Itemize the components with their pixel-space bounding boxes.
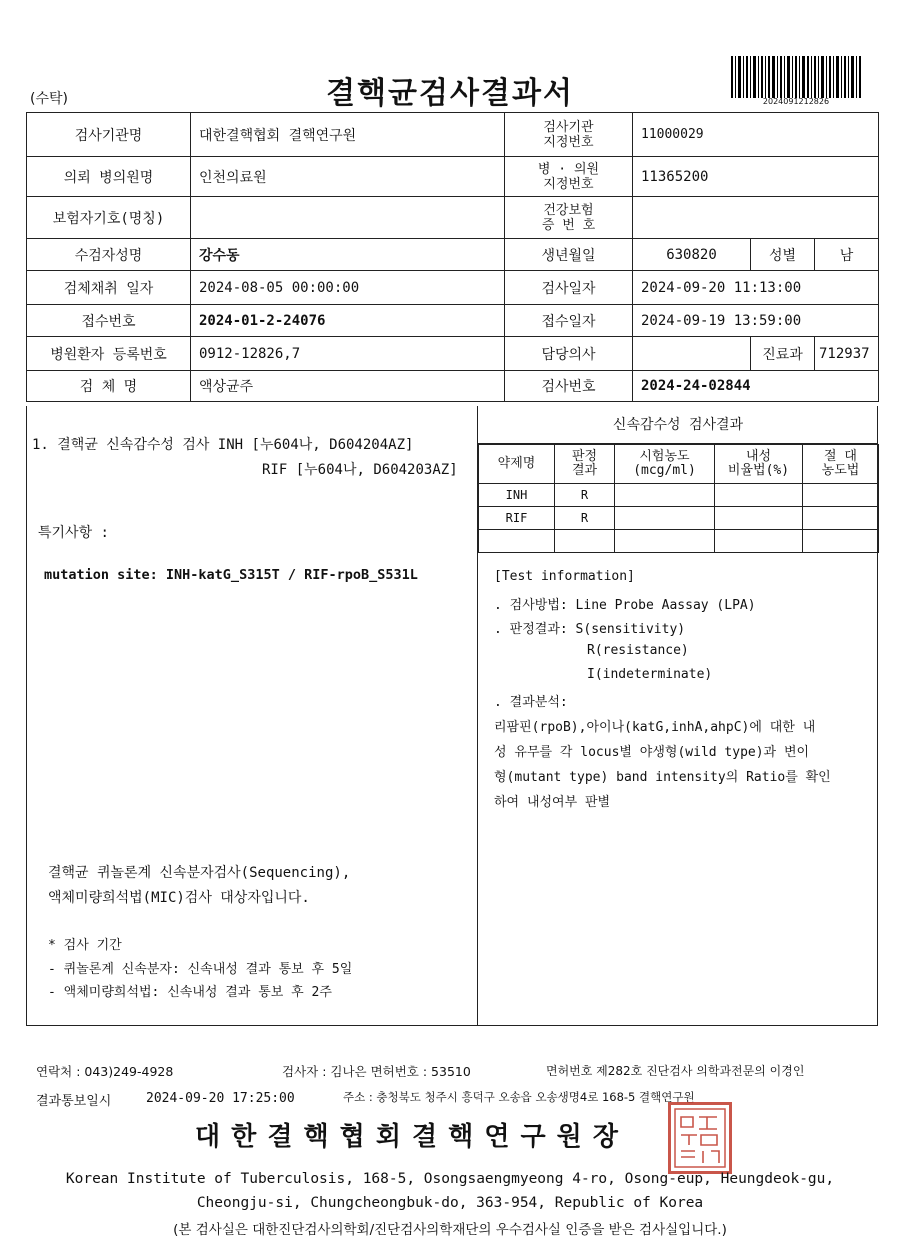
registration-no: 0912-12826,7 [191, 337, 505, 371]
col-concentration: 시험농도 (mcg/ml) [615, 445, 715, 484]
col-absolute: 절 대 농도법 [803, 445, 879, 484]
analysis-line-2: 성 유무를 각 locus별 야생형(wild type)과 변이 [494, 745, 810, 760]
dob-label: 생년월일 [505, 239, 633, 271]
certification-note: (본 검사실은 대한진단검사의학회/진단검사의학재단의 우수검사실 인증을 받은 검사실입니다.) [173, 1222, 727, 1238]
hospital-id-label: 병 · 의원 지정번호 [505, 157, 633, 197]
document-title: 결핵균검사결과서 [326, 76, 574, 111]
test-info-method: . 검사방법: Line Probe Aassay (LPA) [494, 598, 756, 613]
test-date-label: 검사일자 [505, 271, 633, 305]
hospital-label: 의뢰 병의원명 [27, 157, 191, 197]
address-kr: 주소 : 충청북도 청주시 흥덕구 오송읍 오송생명4로 168-5 결핵연구원 [343, 1090, 695, 1104]
official-seal [668, 1102, 732, 1174]
barcode-number: 2024091212826 [762, 97, 830, 106]
period-line-2: - 액체미량희석법: 신속내성 결과 통보 후 2주 [48, 985, 332, 1000]
hospital-name: 인천의료원 [191, 157, 505, 197]
note-line-2: 액체미량희석법(MIC)검사 대상자입니다. [48, 890, 310, 906]
address-en-line-1: Korean Institute of Tuberculosis, 168-5, Osongsaengmyeong 4-ro, Osong-eup, Heungdeok-gu, [65, 1171, 835, 1187]
sex-value: 남 [815, 239, 879, 271]
drug-cell: INH [479, 484, 555, 507]
test-line-1: 1. 결핵균 신속감수성 검사 INH [누604나, D604204AZ] [32, 437, 414, 453]
insurance-label: 보험자기호(명칭) [27, 197, 191, 239]
proportion-cell [715, 484, 803, 507]
results-title: 신속감수성 검사결과 [478, 406, 878, 444]
drug-cell: RIF [479, 507, 555, 530]
health-card-value [633, 197, 879, 239]
proportion-cell [715, 507, 803, 530]
test-date: 2024-09-20 11:13:00 [633, 271, 879, 305]
col-judgement: 판정 결과 [555, 445, 615, 484]
collection-date: 2024-08-05 00:00:00 [191, 271, 505, 305]
analysis-line-1: 리팜핀(rpoB),아이나(katG,inhA,ahpC)에 대한 내 [494, 720, 816, 735]
period-title: * 검사 기간 [48, 938, 122, 953]
drug-cell [479, 530, 555, 553]
test-info-judgement: . 판정결과: S(sensitivity) [494, 622, 686, 637]
report-date: 2024-09-20 17:25:00 [146, 1091, 295, 1106]
test-line-2: RIF [누604나, D604203AZ] [262, 462, 458, 478]
specimen-value: 액상균주 [191, 371, 505, 402]
concentration-cell [615, 484, 715, 507]
institute-director: 대 한 결 핵 협 회 결 핵 연 구 원 장 [195, 1122, 619, 1152]
specialist-info: 면허번호 제282호 진단검사 의학과전문의 이경인 [546, 1064, 805, 1078]
absolute-cell [803, 484, 879, 507]
result-cell [555, 530, 615, 553]
mutation-site: mutation site: INH-katG_S315T / RIF-rpoB_S531L [44, 567, 418, 583]
lab-name: 대한결핵협회 결핵연구원 [191, 113, 505, 157]
result-cell: R [555, 507, 615, 530]
analysis-line-4: 하여 내성여부 판별 [494, 795, 611, 810]
sex-label: 성별 [751, 239, 815, 271]
patient-info-table [26, 112, 879, 402]
insurance-value [191, 197, 505, 239]
doctor-value [633, 337, 751, 371]
lab-name-label: 검사기관명 [27, 113, 191, 157]
lab-id: 11000029 [633, 113, 879, 157]
test-details-panel [26, 406, 478, 1026]
concentration-cell [615, 507, 715, 530]
department-value: 712937 [815, 337, 879, 371]
contact-info: 연락처 : 043)249-4928 [36, 1064, 174, 1079]
patient-name-label: 수검자성명 [27, 239, 191, 271]
patient-name: 강수동 [191, 239, 505, 271]
remarks-label: 특기사항 : [38, 525, 109, 541]
period-line-1: - 퀴놀론계 신속분자: 신속내성 결과 통보 후 5일 [48, 962, 353, 977]
table-row [479, 484, 879, 507]
receipt-date-label: 접수일자 [505, 305, 633, 337]
analysis-line-3: 형(mutant type) band intensity의 Ratio를 확인 [494, 770, 831, 785]
test-info-indeterminate: I(indeterminate) [587, 667, 713, 682]
report-date-label: 결과통보일시 [36, 1094, 112, 1109]
lab-id-label: 검사기관 지정번호 [505, 113, 633, 157]
tester-info: 검사자 : 김나은 면허번호 : 53510 [282, 1064, 471, 1079]
note-line-1: 결핵균 퀴놀론계 신속분자검사(Sequencing), [48, 865, 351, 881]
col-drug: 약제명 [479, 445, 555, 484]
result-cell: R [555, 484, 615, 507]
proportion-cell [715, 530, 803, 553]
dob-value: 630820 [633, 239, 751, 271]
test-info-analysis: . 결과분석: [494, 695, 568, 710]
table-row [479, 530, 879, 553]
barcode [731, 56, 861, 98]
doctor-label: 담당의사 [505, 337, 633, 371]
receipt-no-label: 접수번호 [27, 305, 191, 337]
concentration-cell [615, 530, 715, 553]
department-label: 진료과 [751, 337, 815, 371]
address-en-line-2: Cheongju-si, Chungcheongbuk-do, 363-954, Republic of Korea [196, 1195, 704, 1211]
col-proportion: 내성 비율법(%) [715, 445, 803, 484]
test-no-label: 검사번호 [505, 371, 633, 402]
table-header-row [479, 445, 879, 484]
absolute-cell [803, 530, 879, 553]
consignment-tag: (수탁) [30, 91, 68, 107]
registration-no-label: 병원환자 등록번호 [27, 337, 191, 371]
susceptibility-table [478, 444, 879, 553]
receipt-no: 2024-01-2-24076 [191, 305, 505, 337]
health-card-label: 건강보험 증 번 호 [505, 197, 633, 239]
test-info-title: [Test information] [494, 569, 635, 584]
table-row [479, 507, 879, 530]
test-info-resistance: R(resistance) [587, 643, 689, 658]
test-no: 2024-24-02844 [633, 371, 879, 402]
collection-date-label: 검체채취 일자 [27, 271, 191, 305]
absolute-cell [803, 507, 879, 530]
specimen-label: 검 체 명 [27, 371, 191, 402]
receipt-date: 2024-09-19 13:59:00 [633, 305, 879, 337]
hospital-id: 11365200 [633, 157, 879, 197]
